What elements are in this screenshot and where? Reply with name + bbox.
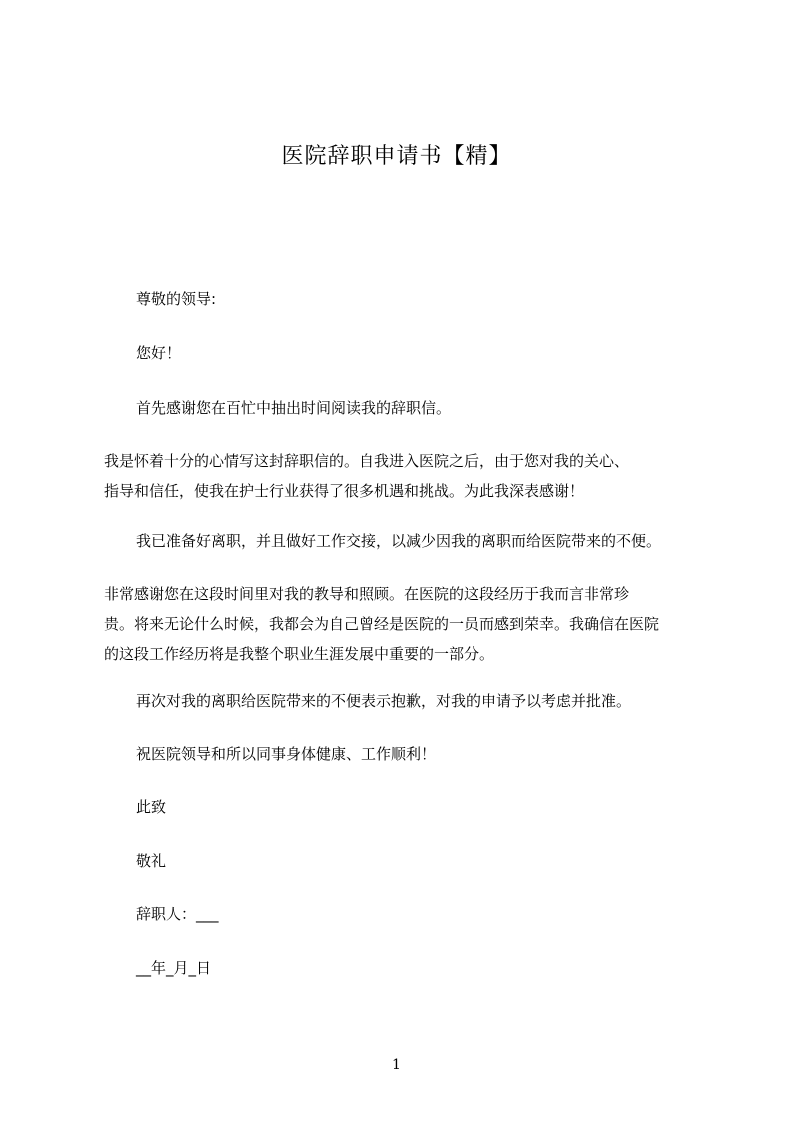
- paragraph-handover: 我已准备好离职，并且做好工作交接，以减少因我的离职而给医院带来的不便。: [136, 532, 662, 550]
- greeting: 您好！: [136, 344, 182, 362]
- paragraph-gratitude: [104, 579, 704, 669]
- paragraph-reason: [104, 446, 704, 506]
- date-line: __年_月_日: [136, 959, 212, 977]
- paragraph-gratitude-line: 非常感谢您在这段时间里对我的教导和照顾。在医院的这段经历于我而言非常珍: [104, 585, 630, 603]
- paragraph-thanks: 首先感谢您在百忙中抽出时间阅读我的辞职信。: [136, 399, 452, 417]
- paragraph-gratitude-line: 的这段工作经历将是我整个职业生涯发展中重要的一部分。: [104, 645, 495, 663]
- document-title: 医院辞职申请书【精】: [281, 144, 512, 169]
- paragraph-wishes: 祝医院领导和所以同事身体健康、工作顺利！: [136, 745, 437, 763]
- paragraph-reason-line: 指导和信任，使我在护士行业获得了很多机遇和挑战。为此我深表感谢！: [104, 482, 585, 500]
- salutation: 尊敬的领导:: [136, 290, 217, 308]
- signature-line: 辞职人：___: [136, 905, 219, 923]
- paragraph-reason-line: 我是怀着十分的心情写这封辞职信的。自我进入医院之后，由于您对我的关心、: [104, 452, 630, 470]
- paragraph-apology: 再次对我的离职给医院带来的不便表示抱歉，对我的申请予以考虑并批准。: [136, 692, 632, 710]
- closing-cizhi: 此致: [136, 798, 167, 816]
- paragraph-gratitude-line: 贵。将来无论什么时候，我都会为自己曾经是医院的一员而感到荣幸。我确信在医院: [104, 615, 660, 633]
- closing-jingli: 敬礼: [136, 852, 167, 870]
- page-number: 1: [392, 1057, 401, 1073]
